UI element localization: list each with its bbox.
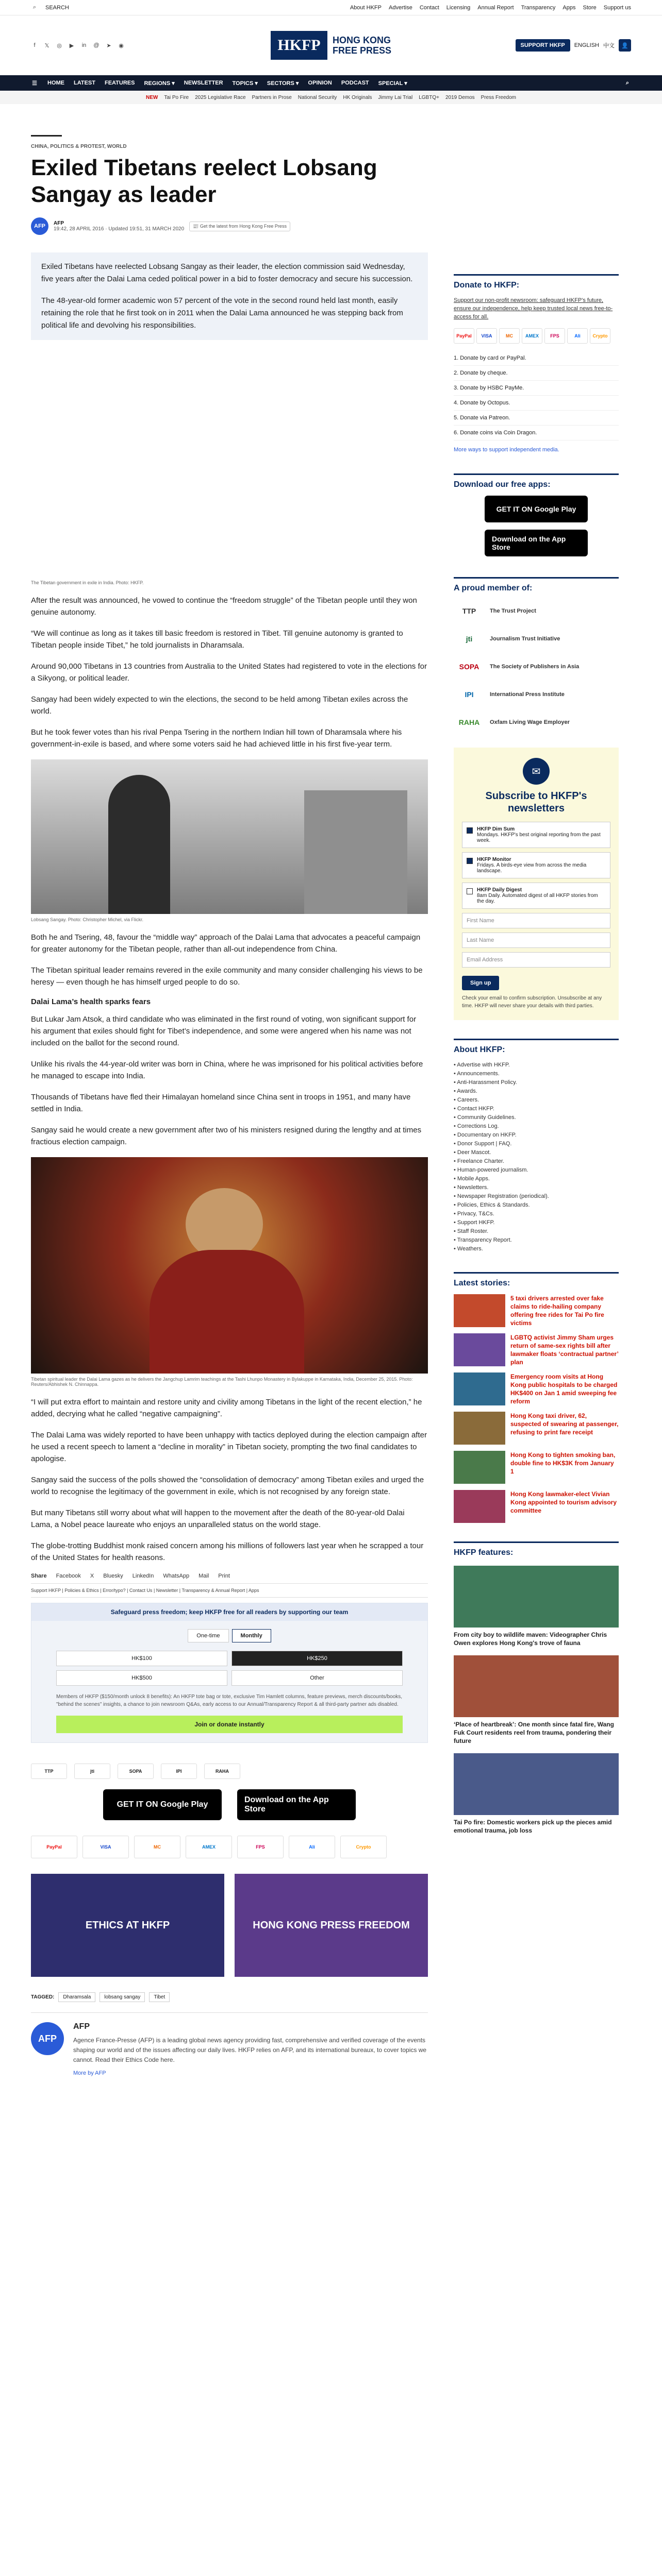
latest-list (454, 1294, 619, 1523)
paragraph: Exiled Tibetans have reelected Lobsang Sangay as their leader, the election commission said Wednesday, five years after the Dalai Lama ceded political power in a bid to foster democracy and secure his succession. (41, 262, 413, 283)
email-field[interactable]: Email Address (462, 952, 610, 968)
search-icon[interactable]: ⌕ (625, 79, 630, 86)
story-title[interactable]: 5 taxi drivers arrested over fake claims to ride-hailing company offering free rides for Tai Po fire victims (510, 1295, 604, 1327)
donate-widget (454, 274, 619, 453)
logo-line-1: HONG KONG (332, 35, 391, 45)
page-body (0, 104, 662, 2076)
linkedin-icon[interactable]: in (81, 42, 87, 48)
dalai-lama-photo (31, 1157, 428, 1374)
article-categories[interactable]: CHINA, POLITICS & PROTEST, WORLD (31, 144, 127, 149)
app-badges (454, 496, 619, 556)
checkbox[interactable] (467, 827, 473, 834)
app-store-badge[interactable]: Download on the App Store (237, 1789, 356, 1820)
story-title[interactable]: Hong Kong to tighten smoking ban, double fine to HK$3K from January 1 (510, 1451, 616, 1475)
app-store-badge[interactable]: Download on the App Store (485, 530, 588, 556)
story-title[interactable]: Emergency room visits at Hong Kong public hospitals to be charged HK$400 on Jan 1 amid sweeping fee reform (510, 1373, 618, 1405)
payment-logo: AMEX (522, 328, 542, 344)
facebook-icon[interactable]: f (34, 42, 36, 48)
paragraph: The 48-year-old former academic won 57 percent of the vote in the second round held last month, easily retaining the role that he first took on in 2011 when the Dalai Lama announced he was stepping back from political life and devolving his responsibilities. (41, 296, 403, 330)
member-logos-row (31, 1764, 428, 1779)
payment-logo[interactable]: Ali (289, 1836, 335, 1858)
option-title: HKFP Dim Sum (477, 826, 515, 832)
more-ways-link[interactable]: More ways to support independent media. (454, 447, 559, 453)
trending-item[interactable]: Jimmy Lai Trial (378, 94, 413, 100)
search-link[interactable]: SEARCH (45, 4, 69, 11)
feature-card[interactable] (454, 1566, 619, 1647)
brand-bar (0, 15, 662, 75)
amount-option[interactable]: Other (231, 1670, 403, 1686)
image-caption: Lobsang Sangay. Photo: Christopher Michel, via Flickr. (31, 917, 143, 922)
paragraph: But he took fewer votes than his rival Penpa Tsering in the northern Indian hill town of Dharamsala where his government-in-exile is based, and where some voters said he had achieved little in his first five-year term. (31, 728, 402, 749)
option-text (477, 857, 606, 874)
image-caption: Tibetan spiritual leader the Dalai Lama gazes as he delivers the Jangchup Lamrim teachings at the Tashi Lhunpo Monastery in Bylakuppe in Karnataka, India, December 25, 2015. Photo: Reuters/Abhishek N. Chinnappa. (31, 1377, 413, 1387)
member-name: Journalism Trust Initiative (490, 636, 560, 642)
trending-label: NEW (145, 94, 158, 100)
tags-label: TAGGED: (31, 1994, 55, 2000)
donation-method[interactable]: 4. Donate by Octopus. (454, 396, 619, 411)
donate-intro[interactable]: Support our non-profit newsroom: safeguard HKFP's future, ensure our independence, help keep trusted local news free-to-access for all. (454, 297, 613, 320)
payment-logo[interactable]: AMEX (186, 1836, 232, 1858)
about-link[interactable]: • Careers. (454, 1097, 479, 1103)
article-lede (31, 252, 428, 340)
share-mail[interactable]: Mail (198, 1573, 209, 1579)
tab-monthly[interactable]: Monthly (232, 1629, 271, 1642)
portrait-figure (186, 1188, 263, 1260)
member-logo: IPI (161, 1764, 197, 1779)
story-thumbnail (454, 1490, 505, 1523)
about-widget (454, 1039, 619, 1253)
newsletter-option[interactable] (462, 883, 610, 909)
checkbox[interactable] (467, 888, 473, 894)
apps-title: Download our free apps: (454, 480, 551, 489)
story-title[interactable]: LGBTQ activist Jimmy Sham urges return of same-sex rights bill after lawmaker floats ‘contractual partner’ plan (510, 1334, 619, 1366)
byline (31, 217, 428, 235)
about-link[interactable]: • Freelance Charter. (454, 1158, 505, 1164)
article-title: Exiled Tibetans reelect Lobsang Sangay as leader (31, 155, 377, 207)
top-link-annual-report[interactable]: Annual Report (477, 4, 514, 11)
portrait-figure (108, 775, 170, 914)
support-box (31, 1603, 428, 1743)
feature-title[interactable]: Tai Po fire: Domestic workers pick up the pieces amid emotional trauma, job loss (454, 1819, 612, 1834)
share-bar (31, 1573, 428, 1579)
latest-story[interactable] (454, 1294, 619, 1327)
latest-story[interactable] (454, 1333, 619, 1366)
about-link[interactable]: • Anti-Harassment Policy. (454, 1079, 517, 1086)
frequency-tabs (40, 1629, 419, 1642)
tab-one-time[interactable]: One-time (188, 1629, 228, 1642)
top-link-apps[interactable]: Apps (562, 4, 576, 11)
donation-methods (454, 351, 619, 440)
member-name: International Press Institute (490, 691, 565, 698)
story-thumbnail (454, 1412, 505, 1445)
share-print[interactable]: Print (218, 1573, 230, 1579)
member-org[interactable] (454, 629, 619, 649)
latest-story[interactable] (454, 1372, 619, 1405)
about-links (454, 1061, 619, 1253)
amount-option[interactable]: HK$250 (231, 1651, 403, 1666)
search-icon[interactable]: ⌕ (32, 4, 37, 10)
payment-logo[interactable]: VISA (82, 1836, 129, 1858)
footer-links[interactable]: Support HKFP | Policies & Ethics | Error/typo? | Contact Us | Newsletter | Transparency & Annual Report | Apps (31, 1583, 428, 1598)
trending-item[interactable]: National Security (297, 94, 337, 100)
about-link[interactable]: • Announcements. (454, 1071, 500, 1077)
about-link[interactable]: • Weathers. (454, 1246, 483, 1252)
ad-space (31, 340, 428, 577)
member-logo: SOPA (459, 663, 479, 671)
trending-item[interactable]: 2025 Legislative Race (195, 94, 246, 100)
publish-date: 19:42, 28 APRIL 2016 (54, 226, 104, 232)
amount-options (56, 1651, 403, 1686)
x-icon[interactable]: 𝕏 (44, 42, 49, 49)
story-title[interactable]: Hong Kong taxi driver, 62, suspected of swearing at passenger, refusing to print fare receipt (510, 1412, 619, 1436)
nav-podcast[interactable]: PODCAST (341, 80, 369, 86)
menu-icon[interactable]: ☰ (32, 80, 37, 87)
paragraph: The Tibetan spiritual leader remains revered in the exile community and many consider challenging his views to be heresy — even though he has himself urged people to do so. (31, 966, 423, 987)
latest-title: Latest stories: (454, 1279, 510, 1287)
logo-text (333, 35, 391, 56)
paragraph: Sangay said the success of the polls showed the “consolidation of democracy” among Tibetan exiles and urged the world to recognise the legitimacy of the government in exile, which is not recognised by any foreign state. (31, 1476, 424, 1496)
social-icons (31, 42, 255, 49)
story-thumbnail (454, 1333, 505, 1366)
support-hkfp-button[interactable]: SUPPORT HKFP (516, 39, 570, 52)
signup-button[interactable]: Sign up (462, 976, 499, 990)
first-name-field[interactable]: First Name (462, 913, 610, 928)
last-name-field[interactable]: Last Name (462, 933, 610, 948)
mail-icon: ✉ (523, 758, 550, 785)
article-column (31, 104, 428, 2076)
tag[interactable]: lobsang sangay (100, 1992, 145, 2002)
robe (150, 1250, 304, 1374)
share-whatsapp[interactable]: WhatsApp (163, 1573, 190, 1579)
about-link[interactable]: • Documentary on HKFP. (454, 1132, 517, 1138)
top-utility-bar (0, 0, 662, 15)
option-text (477, 826, 606, 843)
tag[interactable]: Tibet (149, 1992, 170, 2002)
share-x[interactable]: X (90, 1573, 94, 1579)
newsletter-option[interactable] (462, 822, 610, 848)
newsletter-options (462, 822, 610, 909)
paragraph: Thousands of Tibetans have fled their Himalayan homeland since China sent in troops in 1951, and many have settled in India. (31, 1093, 411, 1113)
about-link[interactable]: • Awards. (454, 1088, 477, 1094)
payment-logo[interactable]: Crypto (340, 1836, 387, 1858)
title-rule (31, 135, 62, 137)
donation-method[interactable]: 2. Donate by cheque. (454, 366, 619, 381)
threads-icon[interactable]: @ (93, 42, 100, 48)
member-name: The Trust Project (490, 608, 536, 614)
about-title: About HKFP: (454, 1045, 505, 1054)
share-bluesky[interactable]: Bluesky (103, 1573, 123, 1579)
youtube-icon[interactable]: ▶ (69, 42, 74, 49)
nav-opinion[interactable]: OPINION (308, 80, 332, 86)
about-link[interactable]: • Policies, Ethics & Standards. (454, 1202, 530, 1208)
payment-logo: PayPal (454, 328, 474, 344)
about-link[interactable]: • Advertise with HKFP. (454, 1062, 510, 1068)
member-org[interactable] (454, 657, 619, 676)
payment-logo: VISA (476, 328, 497, 344)
about-link[interactable]: • Mobile Apps. (454, 1176, 490, 1182)
member-logo: IPI (465, 690, 474, 699)
option-desc: 8am Daily. Automated digest of all HKFP stories from the day. (477, 893, 598, 904)
google-play-badge[interactable]: GET IT ON Google Play (485, 496, 588, 522)
features-list (454, 1566, 619, 1835)
lobsang-sangay-photo (31, 759, 428, 914)
amount-option[interactable]: HK$100 (56, 1651, 227, 1666)
about-link[interactable]: • Newspaper Registration (periodical). (454, 1193, 549, 1199)
about-link[interactable]: • Donor Support | FAQ. (454, 1141, 512, 1147)
donation-method[interactable]: 5. Donate via Patreon. (454, 411, 619, 426)
paragraph: Unlike his rivals the 44-year-old writer was born in China, where he was imprisoned for his political activities before he managed to escape into India. (31, 1060, 423, 1080)
logo-line-2: FREE PRESS (332, 45, 392, 56)
donation-method[interactable]: 6. Donate coins via Coin Dragon. (454, 426, 619, 440)
support-heading: Safeguard press freedom; keep HKFP free for all readers by supporting our team (31, 1603, 427, 1621)
nav-latest[interactable]: LATEST (74, 80, 95, 86)
paragraph: The Dalai Lama was widely reported to have been unhappy with tactics deployed during the election campaign after he used a recent speech to lament a “decline in morality” in Tibetan society, prompting the two final candidates to apologise. (31, 1431, 427, 1463)
member-logo: TTP (462, 607, 476, 615)
nav-features[interactable]: FEATURES (104, 80, 135, 86)
user-icon[interactable]: 👤 (619, 39, 631, 52)
latest-story[interactable] (454, 1490, 619, 1523)
feature-image (454, 1566, 619, 1628)
newsletter-widget (454, 748, 619, 1020)
share-linkedin[interactable]: LinkedIn (132, 1573, 154, 1579)
app-badges (31, 1789, 428, 1820)
share-facebook[interactable]: Facebook (56, 1573, 81, 1579)
lang-english[interactable]: ENGLISH (574, 42, 599, 48)
about-link[interactable]: • Corrections Log. (454, 1123, 499, 1129)
author-name[interactable]: AFP (54, 221, 64, 226)
nav-sectors[interactable]: SECTORS ▾ (267, 80, 299, 87)
site-logo[interactable] (271, 31, 391, 60)
membership-title: A proud member of: (454, 584, 533, 592)
about-link[interactable]: • Transparency Report. (454, 1237, 512, 1243)
ethics-promo[interactable]: ETHICS AT HKFP (31, 1874, 224, 1977)
option-title: HKFP Monitor (477, 857, 511, 862)
feature-image (454, 1753, 619, 1815)
trending-bar (0, 91, 662, 104)
story-thumbnail (454, 1451, 505, 1484)
main-nav (0, 75, 662, 91)
nav-special[interactable]: SPECIAL ▾ (378, 80, 407, 87)
paragraph: “We will continue as long as it takes till basic freedom is restored in Tibet. Till genuine autonomy is granted to Tibetan people inside Tibet,” he told journalists in Dharamsala. (31, 629, 403, 650)
top-link-advertise[interactable]: Advertise (388, 4, 412, 11)
newsletter-option[interactable] (462, 852, 610, 878)
paragraph: But Lukar Jam Atsok, a third candidate who was eliminated in the first round of voting, won significant support for his argument that exiles should fight for Tibet’s independence, and some were angered when his name was not included on the ballot for the second round. (31, 1015, 417, 1047)
donation-method[interactable]: 3. Donate by HSBC PayMe. (454, 381, 619, 396)
lang-chinese[interactable]: 中文 (603, 43, 615, 49)
trending-item[interactable]: HK Originals (343, 94, 372, 100)
author-info (73, 2022, 428, 2076)
member-logo: TTP (31, 1764, 67, 1779)
payment-icons (454, 328, 619, 344)
paragraph: “I will put extra effort to maintain and restore unity and civility among Tibetans in the light of the recent election,” he added, decrying what he called “negative campaigning”. (31, 1398, 422, 1418)
author-name[interactable]: AFP (73, 2022, 90, 2031)
section-heading: Dalai Lama’s health sparks fears (31, 997, 151, 1006)
apps-widget (454, 473, 619, 556)
top-link-transparency[interactable]: Transparency (521, 4, 556, 11)
updated-date: Updated 19:51, 31 MARCH 2020 (108, 226, 185, 232)
payment-logo[interactable]: MC (134, 1836, 180, 1858)
paragraph: Both he and Tsering, 48, favour the “middle way” approach of the Dalai Lama that advocates a peaceful campaign for greater autonomy for the Tibetan people, rather than all-out independence from China. (31, 933, 421, 954)
logo-mark: HKFP (271, 31, 327, 60)
more-by-author-link[interactable]: More by AFP (73, 2070, 106, 2076)
building (304, 790, 407, 914)
top-link-support[interactable]: Support us (603, 4, 631, 11)
promo-banners (31, 1874, 428, 1977)
paragraph: The globe-trotting Buddhist monk raised concern among his millions of followers last year when he scrapped a tour of the United States for health reasons. (31, 1541, 424, 1562)
payment-logo[interactable]: PayPal (31, 1836, 77, 1858)
about-link[interactable]: • Contact HKFP. (454, 1106, 494, 1112)
payment-logo: FPS (544, 328, 565, 344)
nav-home[interactable]: HOME (47, 80, 64, 86)
about-link[interactable]: • Community Guidelines. (454, 1114, 516, 1121)
newsletter-note: Check your email to confirm subscription. Unsubscribe at any time. HKFP will never share your details with third parties. (462, 995, 602, 1009)
press-freedom-promo[interactable]: HONG KONG PRESS FREEDOM (235, 1874, 428, 1977)
share-label: Share (31, 1573, 47, 1579)
paragraph: Around 90,000 Tibetans in 13 countries from Australia to the United States had registered to vote in the elections for a Sikyong, or political leader. (31, 662, 427, 683)
nav-newsletter[interactable]: NEWSLETTER (184, 80, 223, 86)
trending-item[interactable]: Partners in Prose (252, 94, 292, 100)
author-bio: Agence France-Presse (AFP) is a leading global news agency providing fast, comprehensive and verified coverage of the events shaping our world and of the issues affecting our daily lives. HKFP relies on AFP, and its international bureaux, to cover topics we cannot. Read their Ethics Code here. (73, 2037, 427, 2063)
article-body (31, 252, 428, 1564)
payment-logo: Crypto (590, 328, 610, 344)
member-org[interactable] (454, 713, 619, 732)
join-button[interactable]: Join or donate instantly (56, 1716, 403, 1733)
story-title[interactable]: Hong Kong lawmaker-elect Vivian Kong appointed to tourism advisory committee (510, 1490, 617, 1514)
author-avatar[interactable]: AFP (31, 217, 48, 235)
trending-item[interactable]: Tai Po Fire (164, 94, 189, 100)
features-title: HKFP features: (454, 1548, 514, 1557)
story-thumbnail (454, 1294, 505, 1327)
member-logo: RAHA (458, 718, 480, 726)
paragraph: But many Tibetans still worry about what will happen to the movement after the death of the 80-year-old Dalai Lama, a Nobel peace laureate who enjoys an unparalleled status on the world stage. (31, 1509, 405, 1529)
member-org[interactable] (454, 685, 619, 704)
story-thumbnail (454, 1372, 505, 1405)
follow-pill[interactable]: 📰 Get the latest from Hong Kong Free Press (189, 222, 290, 231)
option-desc: Fridays. A birds-eye view from across the media landscape. (477, 862, 587, 874)
about-link[interactable]: • Support HKFP. (454, 1219, 495, 1226)
google-play-badge[interactable]: GET IT ON Google Play (103, 1789, 222, 1820)
top-link-store[interactable]: Store (583, 4, 597, 11)
author-box (31, 2012, 428, 2076)
telegram-icon[interactable]: ➤ (106, 42, 111, 49)
top-link-contact[interactable]: Contact (419, 4, 439, 11)
nav-regions[interactable]: REGIONS ▾ (144, 80, 175, 87)
about-link[interactable]: • Deer Mascot. (454, 1149, 491, 1156)
option-title: HKFP Daily Digest (477, 887, 522, 893)
tags (31, 1992, 428, 2002)
byline-text: AFP 19:42, 28 APRIL 2016 · Updated 19:51, 31 MARCH 2020 (54, 221, 185, 232)
paragraph: Sangay said he would create a new government after two of his ministers resigned during the lengthy and at times fractious election campaign. (31, 1126, 422, 1146)
payment-logo[interactable]: FPS (237, 1836, 284, 1858)
newsletter-title: Subscribe to HKFP's newsletters (485, 790, 587, 814)
donation-method[interactable]: 1. Donate by card or PayPal. (454, 351, 619, 366)
amount-option[interactable]: HK$500 (56, 1670, 227, 1686)
feature-title[interactable]: From city boy to wildlife maven: Videographer Chris Owen explores Hong Kong's trove of fauna (454, 1631, 607, 1647)
author-avatar[interactable]: AFP (31, 2022, 64, 2055)
feature-card[interactable] (454, 1655, 619, 1745)
latest-widget (454, 1272, 619, 1523)
trending-item[interactable]: Press Freedom (481, 94, 517, 100)
paragraph: Sangay had been widely expected to win the elections, the second to be held among Tibetan exiles across the world. (31, 695, 408, 716)
top-link-licensing[interactable]: Licensing (446, 4, 471, 11)
member-logo: jti (74, 1764, 110, 1779)
paragraph: After the result was announced, he vowed to continue the “freedom struggle” of the Tibetan people until they won genuine autonomy. (31, 596, 417, 617)
latest-story[interactable] (454, 1412, 619, 1445)
brand-actions (407, 39, 631, 52)
about-link[interactable]: • Privacy, T&Cs. (454, 1211, 494, 1217)
newsletter-header (462, 758, 610, 815)
donate-title: Donate to HKFP: (454, 281, 520, 290)
latest-story[interactable] (454, 1451, 619, 1484)
about-link[interactable]: • Newsletters. (454, 1184, 489, 1191)
feature-card[interactable] (454, 1753, 619, 1835)
about-link[interactable]: • Staff Roster. (454, 1228, 489, 1234)
top-link-about[interactable]: About HKFP (350, 4, 382, 11)
member-logo: SOPA (118, 1764, 154, 1779)
about-link[interactable]: • Human-powered journalism. (454, 1167, 528, 1173)
feature-image (454, 1655, 619, 1717)
payment-logo: MC (499, 328, 520, 344)
checkbox[interactable] (467, 858, 473, 864)
payment-logo: Ali (567, 328, 588, 344)
member-name: Oxfam Living Wage Employer (490, 719, 570, 725)
image-caption: The Tibetan government in exile in India. Photo: HKFP. (31, 580, 144, 585)
feature-title[interactable]: ‘Place of heartbreak’: One month since fatal fire, Wang Fuk Court residents reel from trauma, pondering their future (454, 1721, 614, 1744)
member-name: The Society of Publishers in Asia (490, 664, 580, 670)
option-desc: Mondays. HKFP's best original reporting from the past week. (477, 832, 601, 843)
instagram-icon[interactable]: ◎ (57, 42, 62, 49)
membership-benefits: Members of HKFP ($150/month unlock 8 benefits): An HKFP tote bag or tote, exclusive Tim Hamlett columns, feature previews, merch discounts/books, "behind the scenes" insights, a chance to join newsroom Q&As, early access to our Annual/Transparency Report & all third-party partner ads disabled. (56, 1694, 403, 1707)
sidebar (454, 104, 619, 2076)
option-text (477, 887, 606, 904)
membership-widget (454, 577, 619, 732)
rss-icon[interactable]: ◉ (119, 42, 124, 49)
trending-item[interactable]: 2019 Demos (445, 94, 475, 100)
member-logo: RAHA (204, 1764, 240, 1779)
features-widget (454, 1541, 619, 1835)
nav-topics[interactable]: TOPICS ▾ (232, 80, 258, 87)
member-org[interactable] (454, 601, 619, 621)
tag[interactable]: Dharamsala (58, 1992, 95, 2002)
payment-icons (31, 1836, 428, 1858)
member-logo: jti (466, 635, 473, 643)
trending-item[interactable]: LGBTQ+ (419, 94, 439, 100)
